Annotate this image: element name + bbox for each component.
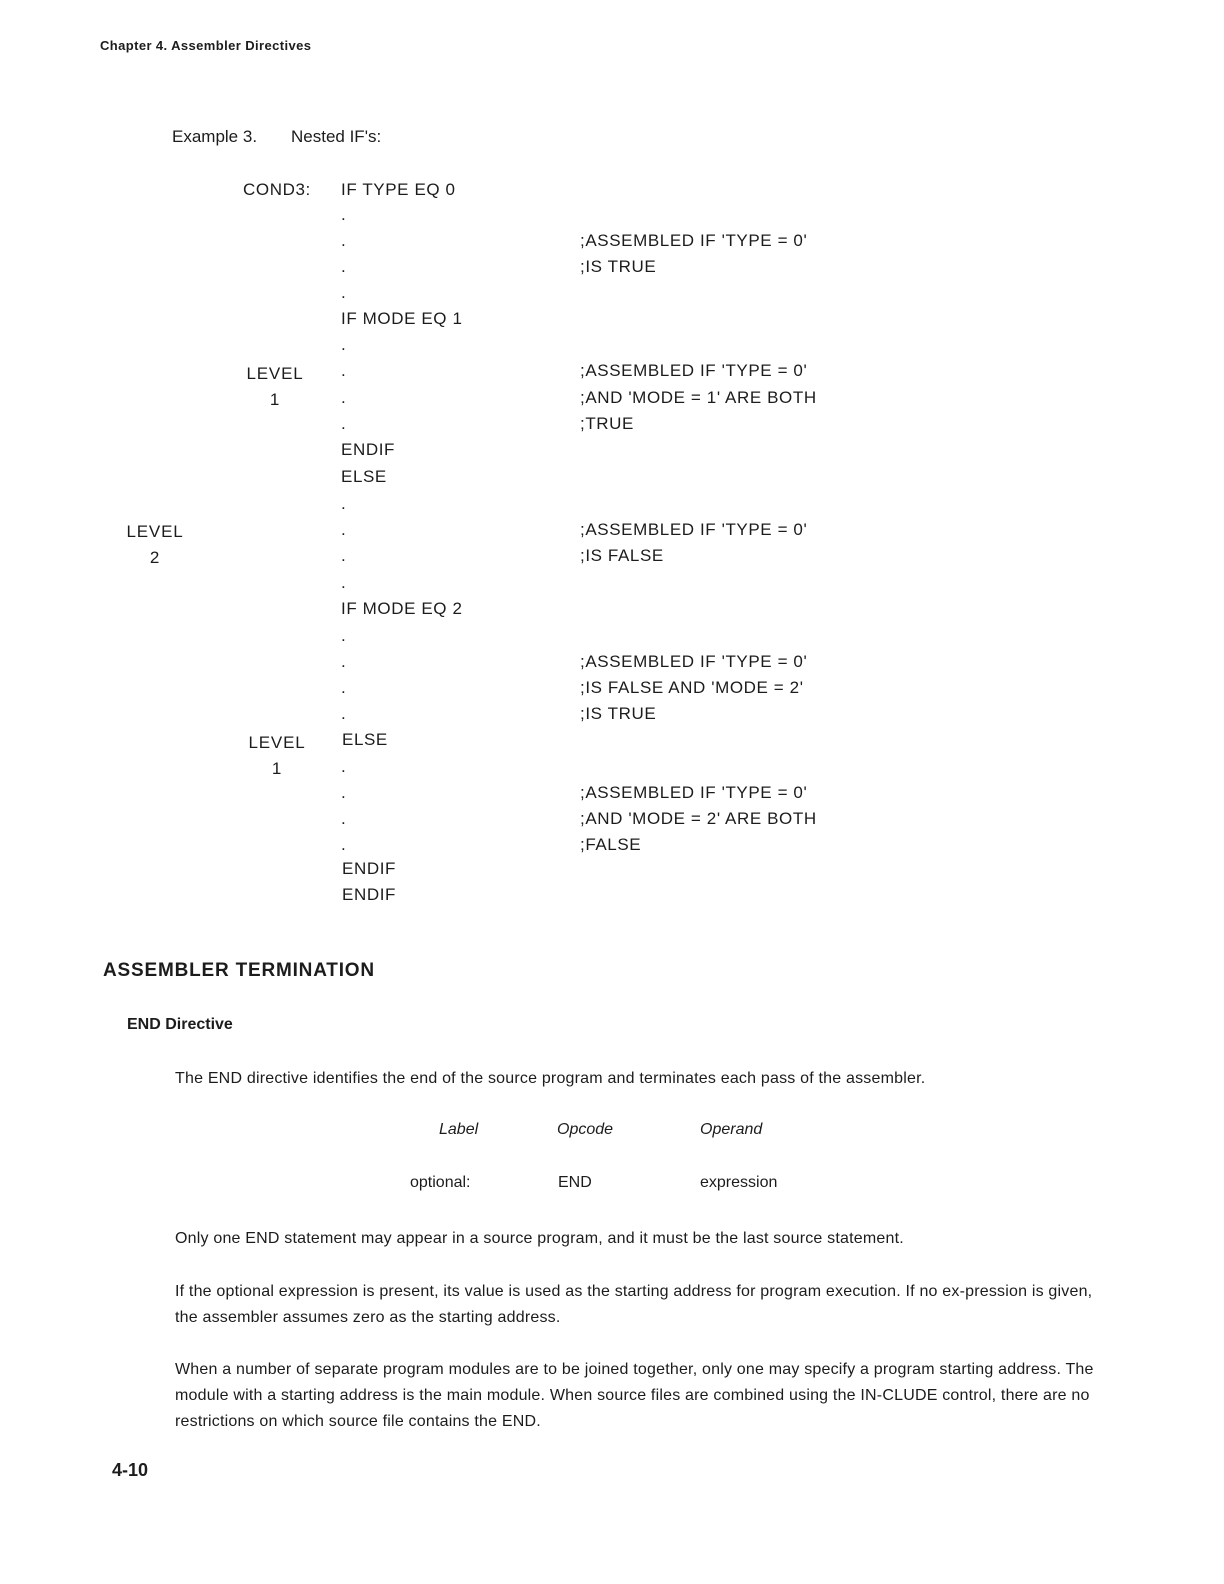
code-dot: . [341, 414, 346, 433]
code-comment: ;IS TRUE [580, 704, 657, 723]
code-label-cond3: COND3: [243, 180, 311, 199]
body-paragraph: Only one END statement may appear in a source program, and it must be the last source statement. [175, 1230, 904, 1247]
code-dot: . [341, 835, 346, 854]
code-comment: ;AND 'MODE = 2' ARE BOTH [580, 809, 817, 828]
level-number: 1 [271, 759, 283, 778]
code-dot: . [341, 704, 346, 723]
code-line-if-mode1: IF MODE EQ 1 [341, 309, 463, 328]
running-header: Chapter 4. Assembler Directives [100, 38, 312, 53]
body-paragraph: If the optional expression is present, its value is used as the starting address for program execution. If no ex-pression is given, the assembler assumes zero as the starting address. [175, 1283, 1093, 1326]
subsection-heading: END Directive [127, 1016, 233, 1033]
code-dot: . [341, 283, 346, 302]
code-dot: . [341, 573, 346, 592]
code-line-endif: ENDIF [342, 859, 396, 878]
code-dot: . [341, 494, 346, 513]
syntax-header-label: Label [439, 1121, 479, 1138]
code-line-endif: ENDIF [342, 885, 396, 904]
code-line-if-type: IF TYPE EQ 0 [341, 180, 456, 199]
syntax-header-operand: Operand [700, 1121, 763, 1138]
level-number: 2 [149, 548, 161, 567]
syntax-cell-label: optional: [410, 1174, 471, 1191]
code-comment: ;ASSEMBLED IF 'TYPE = 0' [580, 361, 808, 380]
body-paragraph: When a number of separate program modules are to be joined together, only one may specify a program starting address. The module with a starting address is the main module. When source files are combined using the IN-CLUDE control, there are no restrictions on which source file contains the END. [175, 1361, 1094, 1430]
code-comment: ;ASSEMBLED IF 'TYPE = 0' [580, 783, 808, 802]
code-line-else: ELSE [342, 730, 388, 749]
code-comment: ;FALSE [580, 835, 642, 854]
code-dot: . [341, 678, 346, 697]
nesting-level-label [237, 730, 317, 782]
level-number: 1 [269, 390, 281, 409]
code-dot: . [341, 257, 346, 276]
code-dot: . [341, 626, 346, 645]
code-dot: . [341, 652, 346, 671]
nesting-level-label [115, 519, 195, 571]
code-line-if-mode2: IF MODE EQ 2 [341, 599, 463, 618]
level-word: LEVEL [246, 364, 304, 383]
code-dot: . [341, 809, 346, 828]
code-comment: ;ASSEMBLED IF 'TYPE = 0' [580, 652, 808, 671]
code-dot: . [341, 546, 346, 565]
code-comment: ;ASSEMBLED IF 'TYPE = 0' [580, 520, 808, 539]
example-subtitle: Nested IF's: [291, 127, 382, 146]
level-word: LEVEL [248, 733, 306, 752]
code-comment: ;ASSEMBLED IF 'TYPE = 0' [580, 231, 808, 250]
code-comment: ;AND 'MODE = 1' ARE BOTH [580, 388, 817, 407]
code-line-else: ELSE [341, 467, 387, 486]
code-line-endif: ENDIF [341, 440, 395, 459]
syntax-cell-opcode: END [558, 1174, 592, 1191]
code-dot: . [341, 783, 346, 802]
code-comment: ;IS TRUE [580, 257, 657, 276]
section-heading: ASSEMBLER TERMINATION [103, 960, 375, 981]
syntax-header-opcode: Opcode [557, 1121, 614, 1138]
intro-paragraph: The END directive identifies the end of the source program and terminates each pass of the assembler. [175, 1070, 926, 1087]
example-caption: Example 3. [172, 127, 258, 146]
page-number: 4-10 [112, 1460, 149, 1480]
code-dot: . [341, 520, 346, 539]
code-dot: . [341, 388, 346, 407]
code-comment: ;IS FALSE [580, 546, 664, 565]
nesting-level-label [235, 361, 315, 413]
code-dot: . [341, 757, 346, 776]
code-dot: . [341, 335, 346, 354]
code-comment: ;IS FALSE AND 'MODE = 2' [580, 678, 804, 697]
code-comment: ;TRUE [580, 414, 634, 433]
syntax-cell-operand: expression [700, 1174, 778, 1191]
code-dot: . [341, 205, 346, 224]
level-word: LEVEL [126, 522, 184, 541]
code-dot: . [341, 231, 346, 250]
code-dot: . [341, 361, 346, 380]
